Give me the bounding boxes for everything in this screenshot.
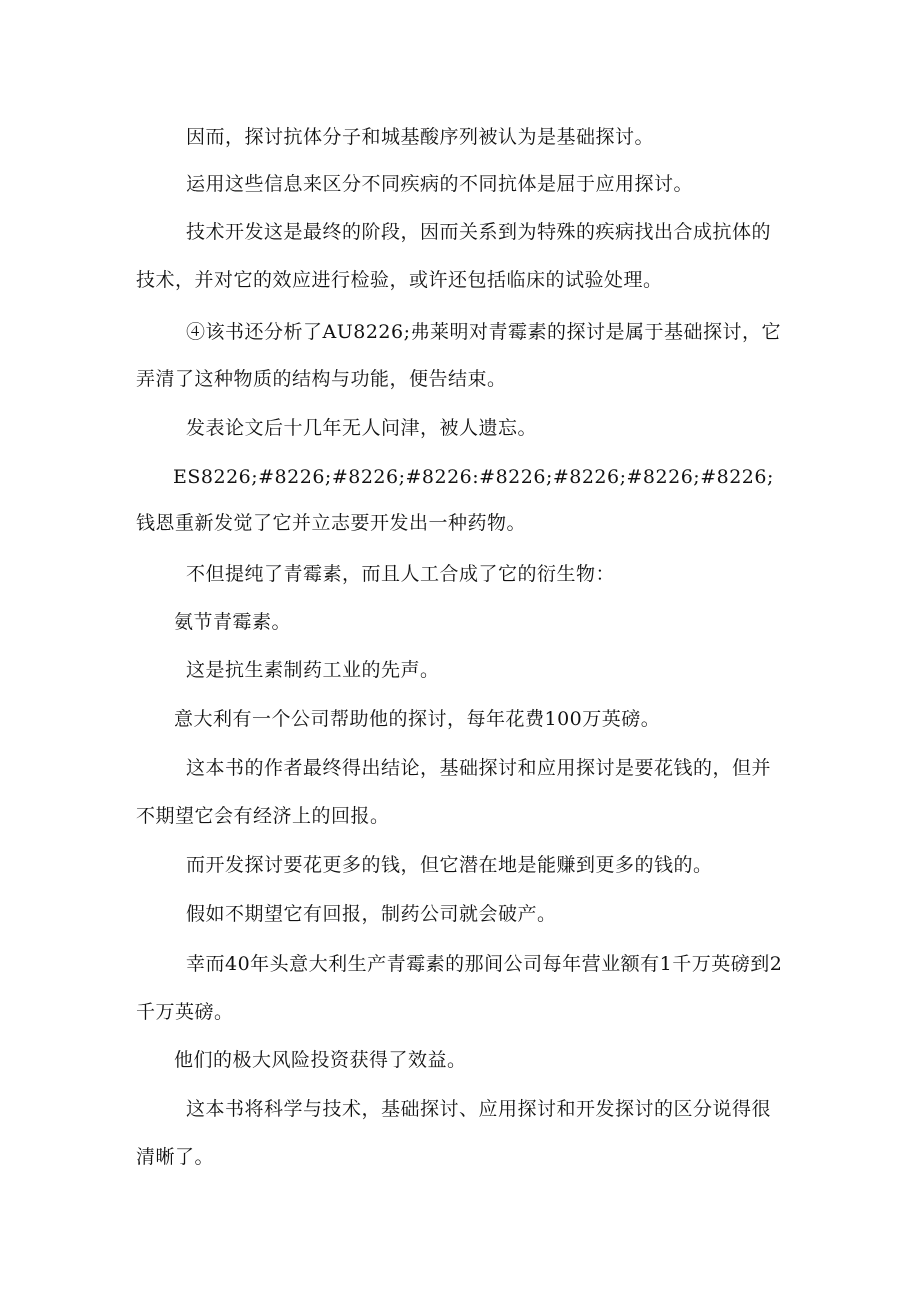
paragraph-line: 弄清了这种物质的结构与功能，便告结束。	[136, 368, 507, 390]
paragraph-line: 这是抗生素制药工业的先声。	[186, 659, 440, 681]
paragraph-line: 假如不期望它有回报，制药公司就会破产。	[186, 903, 557, 925]
paragraph-line: 意大利有一个公司帮助他的探讨，每年花费100万英磅。	[174, 708, 661, 730]
paragraph-line: 千万英磅。	[136, 1001, 234, 1023]
paragraph-line: 这本书将科学与技术，基础探讨、应用探讨和开发探讨的区分说得很	[186, 1098, 772, 1120]
paragraph-line: 氨节青霉素。	[174, 611, 292, 633]
paragraph-line: 发表论文后十几年无人问津，被人遗忘。	[186, 417, 538, 439]
paragraph-line: ES8226;#8226;#8226;#8226:#8226;#8226;#8226;#8226;	[173, 466, 774, 488]
paragraph-line: 技术开发这是最终的阶段，因而关系到为特殊的疾病找出合成抗体的	[186, 221, 772, 243]
paragraph-line: 他们的极大风险投资获得了效益。	[174, 1049, 467, 1071]
paragraph-line: 不期望它会有经济上的回报。	[136, 805, 390, 827]
paragraph-line: 幸而40年头意大利生产青霉素的那间公司每年营业额有1千万英磅到2	[186, 953, 783, 975]
paragraph-line: 这本书的作者最终得出结论，基础探讨和应用探讨是要花钱的，但并	[186, 757, 772, 779]
paragraph-line: ④该书还分析了AU8226;弗莱明对青霉素的探讨是属于基础探讨，它	[186, 321, 781, 343]
paragraph-line: 技术，并对它的效应进行检验，或许还包括临床的试验处理。	[136, 269, 663, 291]
paragraph-line: 因而，探讨抗体分子和城基酸序列被认为是基础探讨。	[186, 126, 655, 148]
paragraph-line: 不但提纯了青霉素，而且人工合成了它的衍生物：	[186, 563, 616, 585]
paragraph-line: 钱恩重新发觉了它并立志要开发出一种药物。	[136, 512, 527, 534]
paragraph-line: 而开发探讨要花更多的钱，但它潜在地是能赚到更多的钱的。	[186, 854, 713, 876]
paragraph-line: 清晰了。	[136, 1146, 215, 1168]
paragraph-line: 运用这些信息来区分不同疾病的不同抗体是屈于应用探讨。	[186, 173, 694, 195]
